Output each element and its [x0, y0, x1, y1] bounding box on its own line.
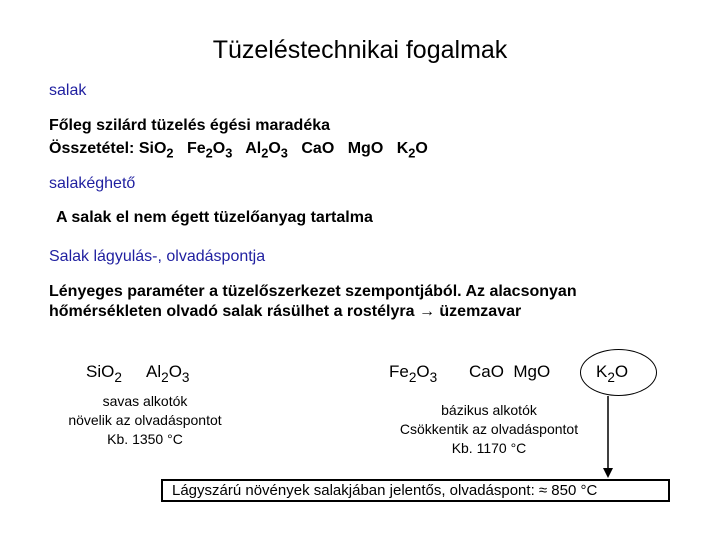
- formula-al2o3: $Al_2O_3$: [146, 362, 190, 385]
- composition-label: Összetétel:: [49, 140, 135, 157]
- lagyulas-line-1: Lényeges paraméter a tüzelőszerkezet szempontjából. Az alacsonyan: [49, 283, 577, 300]
- basic-description: bázikus alkotók Csökkentik az olvadáspontot Kb. 1170 °C: [399, 402, 579, 456]
- formula-k2o: $K_2O$: [596, 362, 629, 385]
- salak-definition: Főleg szilárd tüzelés égési maradéka: [49, 117, 331, 134]
- compound-mgo: MgO: [347, 140, 384, 157]
- formula-sio2: SiO$_2$: [86, 362, 122, 385]
- compound-cao: CaO: [301, 140, 335, 157]
- heading-salakegheto: salakéghető: [49, 175, 136, 192]
- lagyulas-line-2: hőmérsékleten olvadó salak rásülhet a rostélyra → üzemzavar: [49, 303, 522, 320]
- compound-al2o3: $Al_2O_3$: [245, 140, 288, 161]
- compound-sio2: SiO$_2$: [138, 140, 174, 161]
- compound-fe2o3: $Fe_2O_3$: [186, 140, 233, 161]
- page-title: Tüzeléstechnikai fogalmak: [212, 36, 508, 64]
- acidic-description: savas alkotók növelik az olvadáspontot Kb. 1350 °C: [68, 393, 222, 447]
- heading-lagyulas: Salak lágyulás-, olvadáspontja: [49, 248, 266, 265]
- note-box: Lágyszárú növények salakjában jelentős, olvadáspont: ≈ 850 °C: [161, 479, 670, 502]
- heading-salak: salak: [49, 82, 87, 99]
- compound-k2o: $K_2O$: [396, 140, 428, 161]
- formula-fe2o3: $Fe_2O_3$: [389, 362, 438, 385]
- salakegheto-definition: A salak el nem égett tüzelőanyag tartalma: [56, 209, 373, 226]
- formula-cao-mgo: CaO MgO: [469, 362, 551, 381]
